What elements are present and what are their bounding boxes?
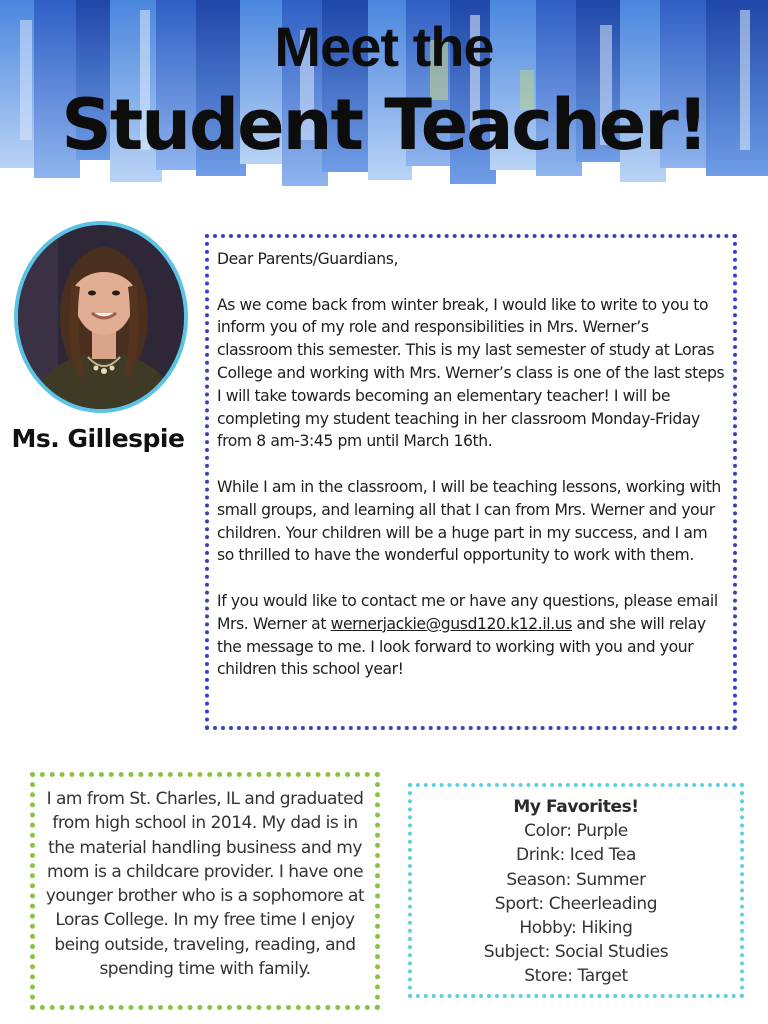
title-line-2: Student Teacher! [61,84,707,166]
teacher-photo [14,221,188,413]
letter-paragraph-2: While I am in the classroom, I will be teaching lessons, working with small groups, and learning all that I can from Mrs. Werner and your children. Your children will be a huge part in my success, and I am so thrilled to have the wonderful opportunity to work with them. [217,477,721,565]
teacher-name: Ms. Gillespie [11,424,185,453]
favorites-title: My Favorites! [513,797,639,817]
favorite-hobby: Hobby: Hiking [519,918,633,939]
letter-paragraph-3-end: and she will relay the message to me. I look forward to working with you and your children this school year! [217,614,706,679]
parent-letter [205,234,737,730]
favorites-box [408,783,744,998]
favorite-drink: Drink: Iced Tea [516,845,636,866]
letter-paragraph-1: As we come back from winter break, I would like to write to you to inform you of my role and responsibilities in Mrs. Werner’s classroom this semester. This is my last semester of study at Loras College and working with Mrs. Werner’s class is one of the last steps I will take towards becoming an elementary teacher! I will be completing my student teaching in her classroom Monday-Friday from 8 am-3:45 pm until March 16th. [217,295,725,451]
title-line-1: Meet the [274,15,494,78]
favorite-season: Season: Summer [506,869,646,890]
favorite-subject: Subject: Social Studies [483,942,669,963]
header-banner [0,0,768,200]
contact-email-link[interactable]: wernerjackie@gusd120.k12.il.us [330,614,572,633]
favorite-sport: Sport: Cheerleading [494,893,658,914]
letter-greeting: Dear Parents/Guardians, [217,250,399,268]
teacher-portrait-image [18,225,184,409]
letter-paragraph-3-start: If you would like to contact me or have any questions, please email Mrs. Werner at [217,591,718,633]
letter-paragraph-3 [217,590,727,681]
favorite-color: Color: Purple [524,821,628,842]
favorite-store: Store: Target [524,966,628,987]
bio-text: I am from St. Charles, IL and graduated from high school in 2014. My dad is in the material handling business and my mom is a childcare provider. I have one younger brother who is a sophomore at Loras College. In my free time I enjoy being outside, traveling, reading, and spending time with family. [45,789,365,980]
bio-box [30,772,380,1010]
